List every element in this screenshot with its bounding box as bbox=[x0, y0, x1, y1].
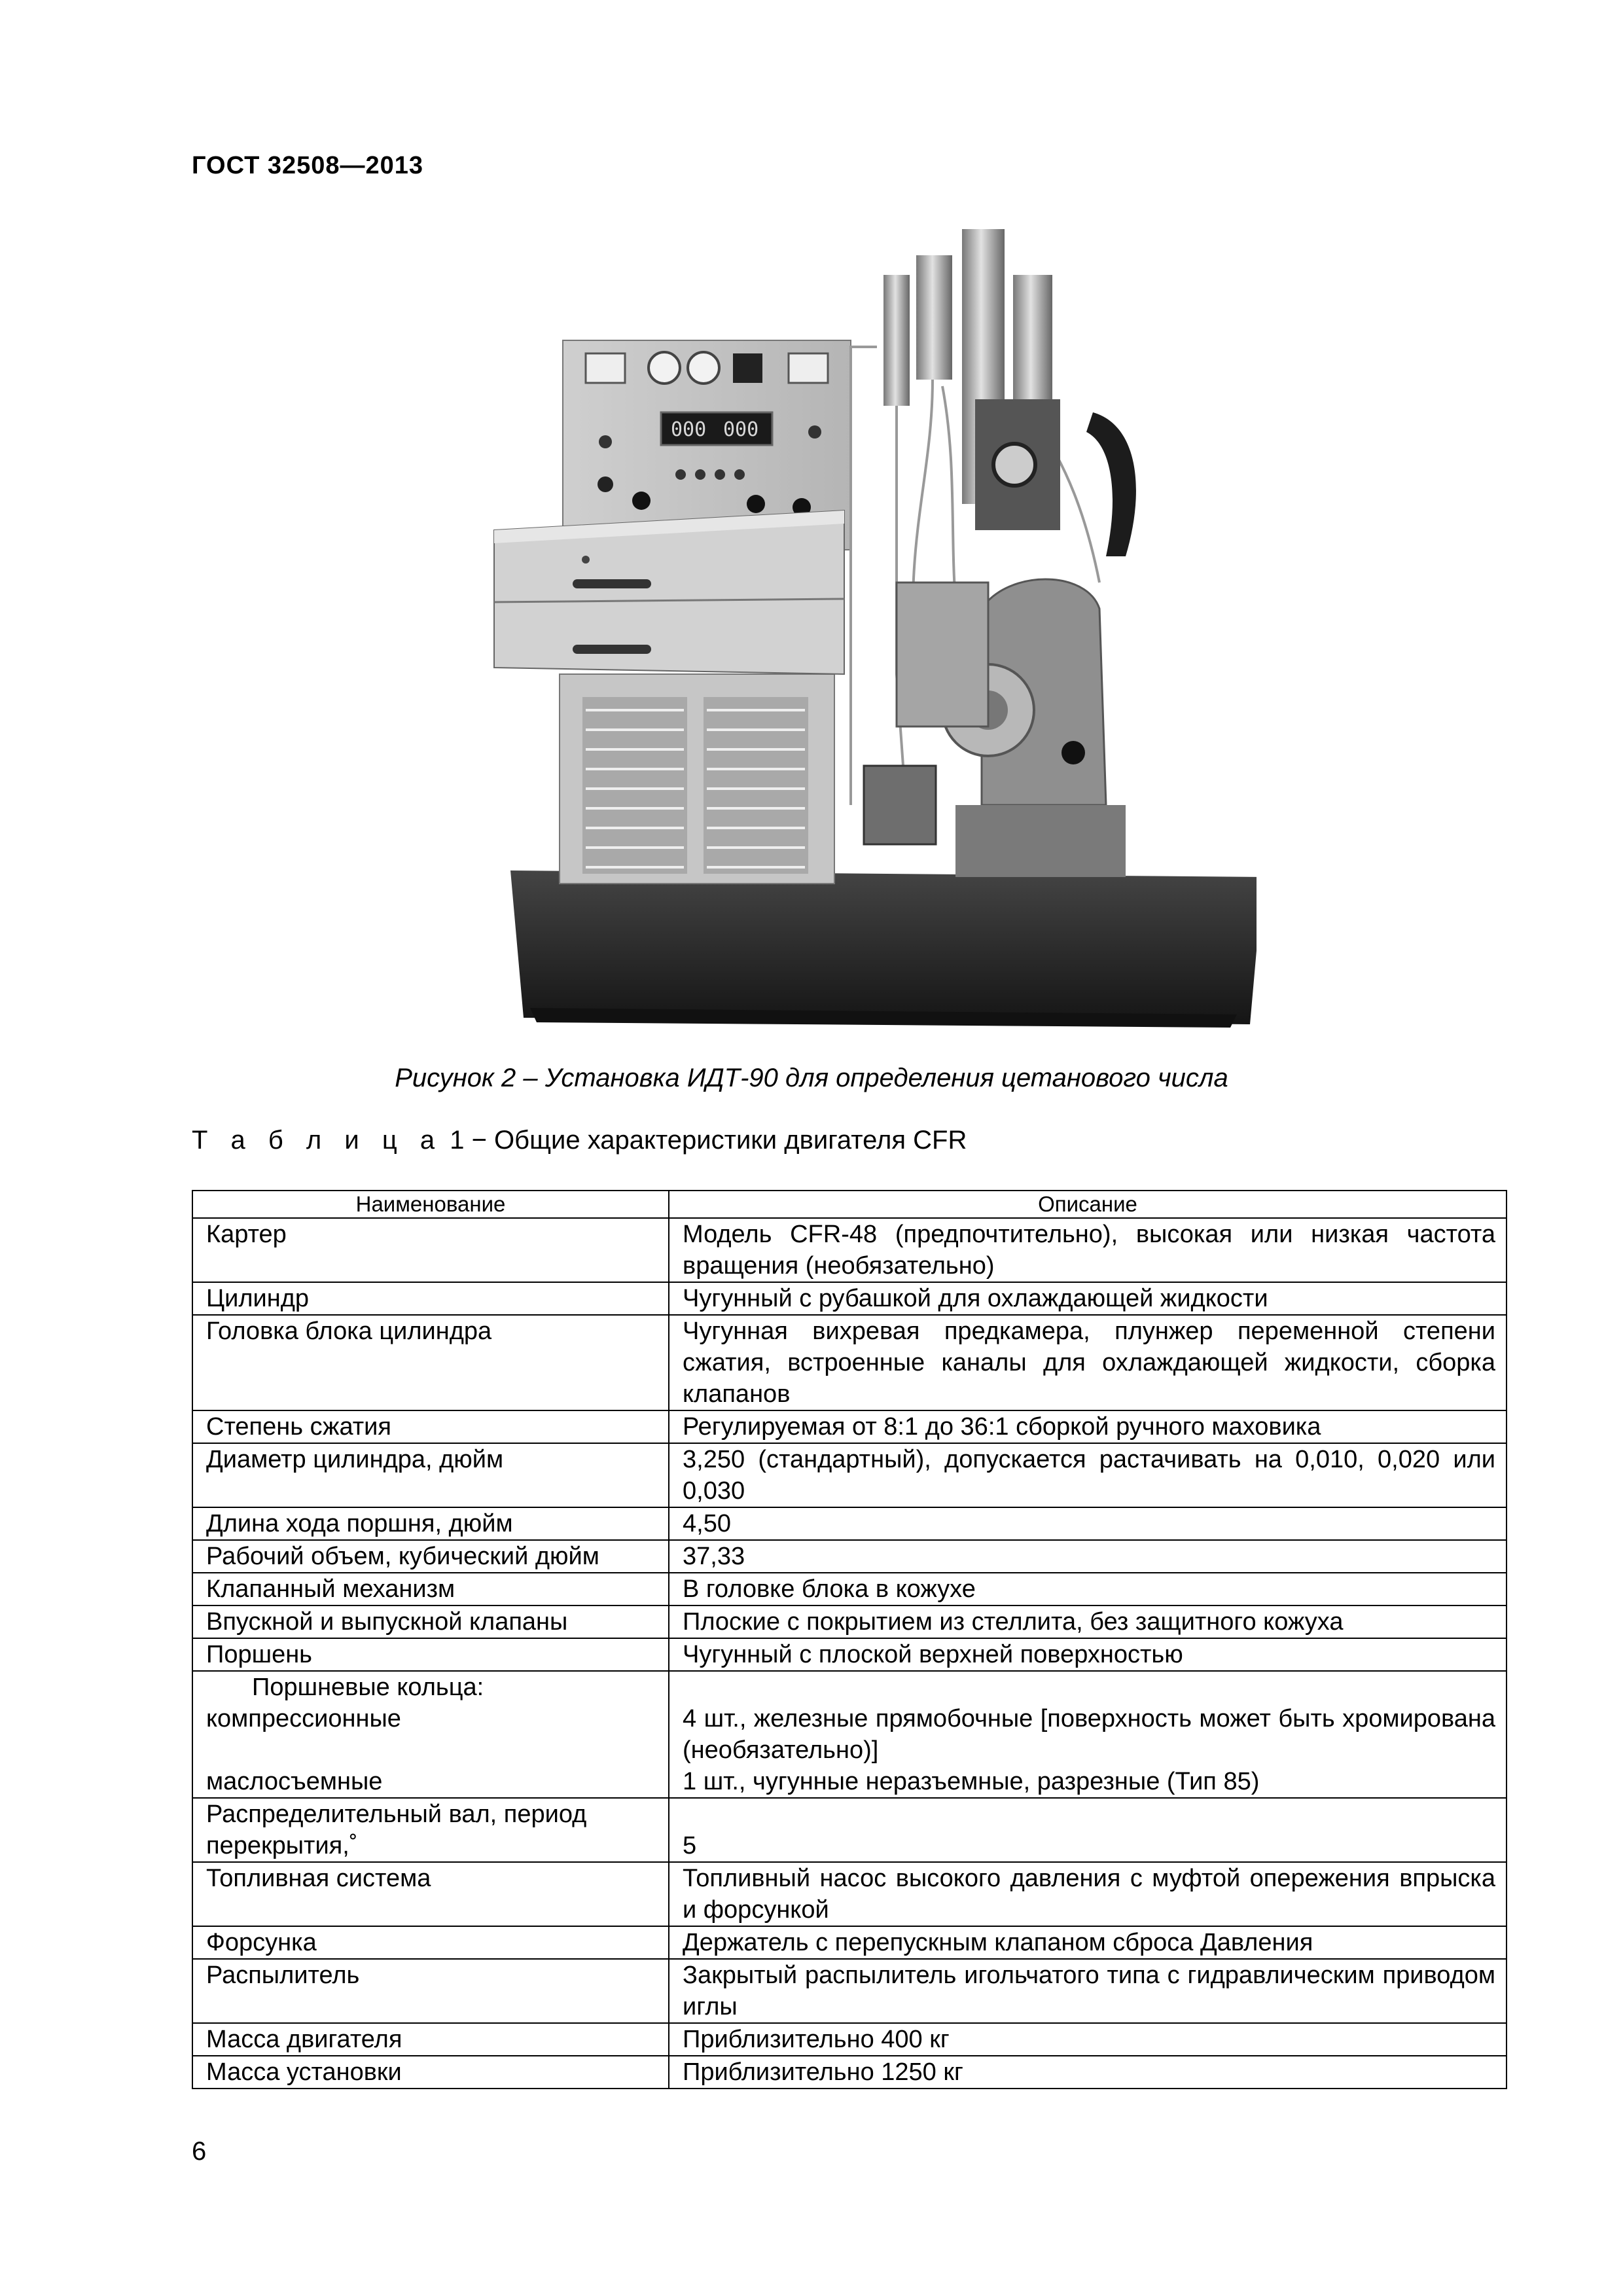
table-row bbox=[192, 1507, 1507, 1540]
rings-compression-label: компрессионные bbox=[206, 1705, 401, 1732]
table-row bbox=[192, 1638, 1507, 1671]
row-description: 37,33 bbox=[669, 1540, 1507, 1573]
rings-oil-label: маслосъемные bbox=[206, 1768, 383, 1795]
row-description: Регулируемая от 8:1 до 36:1 сборкой ручного маховика bbox=[669, 1410, 1507, 1443]
header-description: Описание bbox=[669, 1191, 1507, 1218]
table-row bbox=[192, 1282, 1507, 1315]
row-description bbox=[669, 1671, 1507, 1798]
row-name: Картер bbox=[192, 1218, 669, 1282]
rings-spacer bbox=[206, 1734, 658, 1766]
table-row bbox=[192, 1540, 1507, 1573]
engine-characteristics-table bbox=[192, 1190, 1507, 2089]
row-description: Приблизительно 1250 кг bbox=[669, 2056, 1507, 2089]
row-description: 4,50 bbox=[669, 1507, 1507, 1540]
table-row-piston-rings bbox=[192, 1671, 1507, 1798]
row-name: Диаметр цилиндра, дюйм bbox=[192, 1443, 669, 1507]
table-title-label: Т а б л и ц а bbox=[192, 1126, 443, 1155]
row-description: Чугунная вихревая предкамера, плунжер переменной степени сжатия, встроенные каналы для охлаждающей жидкости, сборка клапанов bbox=[669, 1315, 1507, 1410]
row-name bbox=[192, 1671, 669, 1798]
row-name: Распределительный вал, период перекрытия,˚ bbox=[192, 1798, 669, 1862]
row-name: Форсунка bbox=[192, 1926, 669, 1959]
table-header-row bbox=[192, 1191, 1507, 1218]
row-name: Масса двигателя bbox=[192, 2023, 669, 2056]
row-name: Головка блока цилиндра bbox=[192, 1315, 669, 1410]
row-description: В головке блока в кожухе bbox=[669, 1573, 1507, 1605]
table-row bbox=[192, 1443, 1507, 1507]
engine-block bbox=[864, 399, 1136, 877]
page-number: 6 bbox=[192, 2137, 207, 2166]
lower-cabinet bbox=[560, 674, 834, 884]
table-row bbox=[192, 1959, 1507, 2023]
row-description: Чугунный с плоской верхней поверхностью bbox=[669, 1638, 1507, 1671]
row-description: Закрытый распылитель игольчатого типа с гидравлическим приводом иглы bbox=[669, 1959, 1507, 2023]
table-row bbox=[192, 1410, 1507, 1443]
table-row-camshaft bbox=[192, 1798, 1507, 1862]
row-name: Впускной и выпускной клапаны bbox=[192, 1605, 669, 1638]
svg-text:000: 000 bbox=[671, 418, 707, 441]
table-row bbox=[192, 1605, 1507, 1638]
row-name: Поршень bbox=[192, 1638, 669, 1671]
row-description: Топливный насос высокого давления с муфтой опережения впрыска и форсункой bbox=[669, 1862, 1507, 1926]
row-description: Модель CFR-48 (предпочтительно), высокая или низкая частота вращения (необязательно) bbox=[669, 1218, 1507, 1282]
row-name: Топливная система bbox=[192, 1862, 669, 1926]
row-name: Длина хода поршня, дюйм bbox=[192, 1507, 669, 1540]
table-row bbox=[192, 2056, 1507, 2089]
row-description: Плоские с покрытием из стеллита, без защитного кожуха bbox=[669, 1605, 1507, 1638]
table-row bbox=[192, 1573, 1507, 1605]
table-row bbox=[192, 1315, 1507, 1410]
figure-caption: Рисунок 2 – Установка ИДТ-90 для определения цетанового числа bbox=[395, 1064, 1228, 1092]
rings-title: Поршневые кольца: bbox=[252, 1674, 484, 1701]
base-plinth bbox=[510, 870, 1257, 1028]
row-name: Масса установки bbox=[192, 2056, 669, 2089]
row-description: 5 bbox=[669, 1798, 1507, 1862]
row-name: Рабочий объем, кубический дюйм bbox=[192, 1540, 669, 1573]
table-row bbox=[192, 1218, 1507, 1282]
rings-compression-desc: 4 шт., железные прямобочные [поверхность может быть хромирована (необязательно)] bbox=[683, 1705, 1495, 1764]
row-name: Степень сжатия bbox=[192, 1410, 669, 1443]
row-name: Цилиндр bbox=[192, 1282, 669, 1315]
drawer-unit bbox=[494, 511, 844, 674]
rings-oil-desc: 1 шт., чугунные неразъемные, разрезные (Тип 85) bbox=[683, 1768, 1260, 1795]
row-name: Распылитель bbox=[192, 1959, 669, 2023]
table-title-text: 1 − Общие характеристики двигателя CFR bbox=[442, 1126, 967, 1155]
table-row bbox=[192, 1926, 1507, 1959]
table-row bbox=[192, 1862, 1507, 1926]
rings-desc-spacer bbox=[683, 1672, 1495, 1703]
table-row bbox=[192, 2023, 1507, 2056]
svg-text:000: 000 bbox=[723, 418, 759, 441]
row-name: Клапанный механизм bbox=[192, 1573, 669, 1605]
row-description: Чугунный с рубашкой для охлаждающей жидкости bbox=[669, 1282, 1507, 1315]
document-code: ГОСТ 32508—2013 bbox=[192, 152, 424, 179]
table-title bbox=[192, 1126, 967, 1155]
row-description: 3,250 (стандартный), допускается растачивать на 0,010, 0,020 или 0,030 bbox=[669, 1443, 1507, 1507]
header-name: Наименование bbox=[192, 1191, 669, 1218]
row-description: Приблизительно 400 кг bbox=[669, 2023, 1507, 2056]
engine-test-rig-figure bbox=[445, 216, 1257, 1041]
row-description: Держатель с перепускным клапаном сброса Давления bbox=[669, 1926, 1507, 1959]
